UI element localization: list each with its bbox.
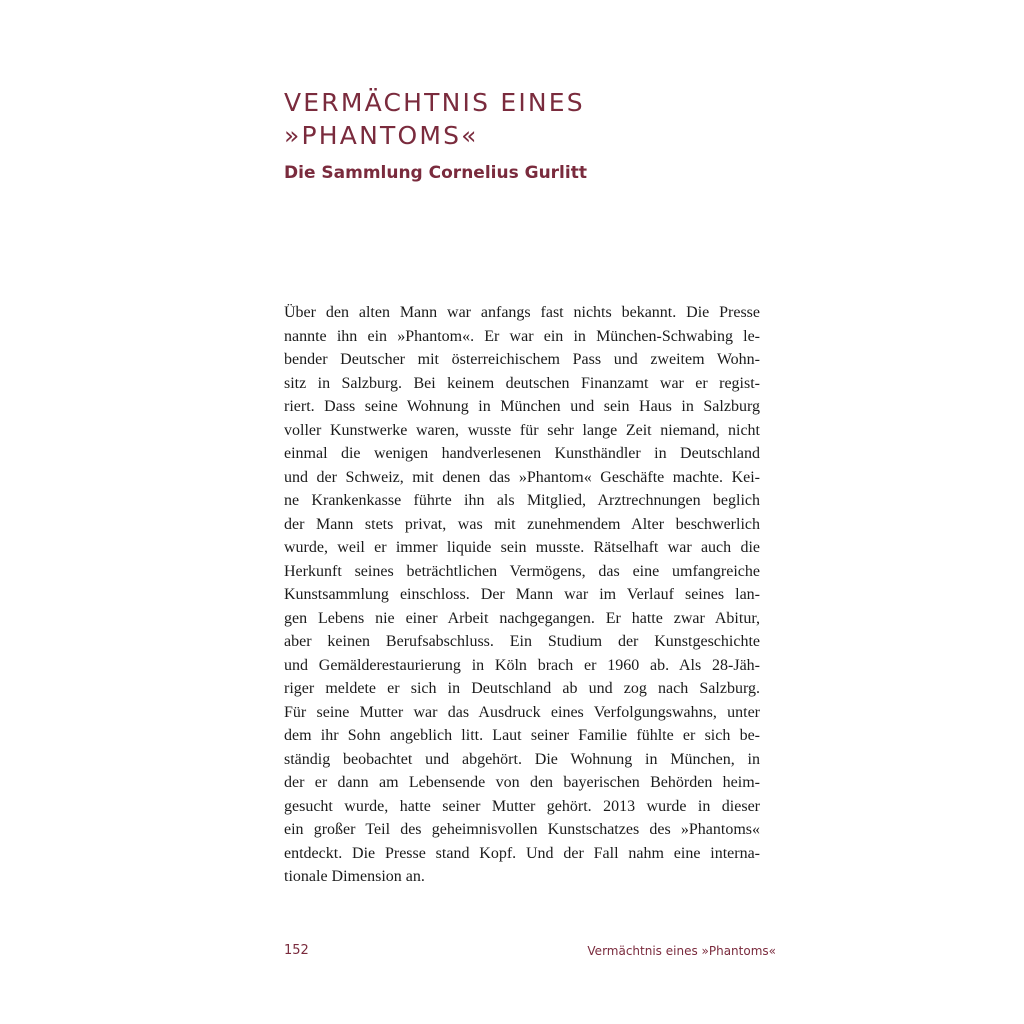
body-line: einmal die wenigen handverlesenen Kunsthändler in Deutschland bbox=[284, 445, 760, 462]
chapter-subtitle: Die Sammlung Cornelius Gurlitt bbox=[284, 163, 587, 183]
body-line: der er dann am Lebensende von den bayerischen Behörden heim- bbox=[284, 774, 760, 791]
body-line: gen Lebens nie einer Arbeit nachgegangen. Er hatte zwar Abitur, bbox=[284, 609, 760, 627]
body-line: Über den alten Mann war anfangs fast nichts bekannt. Die Presse bbox=[284, 304, 760, 321]
body-line: sitz in Salzburg. Bei keinem deutschen Finanzamt war er regist- bbox=[284, 374, 760, 392]
running-head: Vermächtnis eines »Phantoms« bbox=[587, 944, 776, 958]
body-line: wurde, weil er immer liquide sein musste. Rätselhaft war auch die bbox=[284, 539, 760, 556]
body-line: und Gemälderestaurierung in Köln brach er 1960 ab. Als 28-Jäh- bbox=[284, 656, 760, 674]
body-line: bender Deutscher mit österreichischem Pass und zweitem Wohn- bbox=[284, 351, 760, 368]
body-line: voller Kunstwerke waren, wusste für sehr lange Zeit niemand, nicht bbox=[284, 421, 760, 439]
body-line: nannte ihn ein »Phantom«. Er war ein in München-Schwabing le- bbox=[284, 327, 760, 345]
chapter-title bbox=[284, 86, 784, 152]
body-line: ein großer Teil des geheimnisvollen Kunstschatzes des »Phantoms« bbox=[284, 821, 760, 838]
body-line: riger meldete er sich in Deutschland ab und zog nach Salzburg. bbox=[284, 680, 760, 697]
body-line: gesucht wurde, hatte seiner Mutter gehört. 2013 wurde in dieser bbox=[284, 797, 760, 815]
body-line: und der Schweiz, mit denen das »Phantom« Geschäfte machte. Kei- bbox=[284, 468, 760, 486]
body-line: der Mann stets privat, was mit zunehmendem Alter beschwerlich bbox=[284, 515, 760, 533]
body-line: ständig beobachtet und abgehört. Die Wohnung in München, in bbox=[284, 750, 760, 768]
chapter-title-line-2: »PHANTOMS« bbox=[284, 121, 479, 150]
page-number: 152 bbox=[284, 943, 309, 958]
body-line: Für seine Mutter war das Ausdruck eines Verfolgungswahns, unter bbox=[284, 703, 760, 721]
body-line: dem ihr Sohn angeblich litt. Laut seiner Familie fühlte er sich be- bbox=[284, 727, 760, 744]
body-line: riert. Dass seine Wohnung in München und sein Haus in Salzburg bbox=[284, 398, 760, 415]
body-line: ne Krankenkasse führte ihn als Mitglied, Arztrechnungen beglich bbox=[284, 492, 760, 509]
body-line: tionale Dimension an. bbox=[284, 868, 425, 885]
body-paragraph bbox=[284, 301, 760, 889]
body-line: Kunstsammlung einschloss. Der Mann war im Verlauf seines lan- bbox=[284, 586, 760, 603]
body-line: entdeckt. Die Presse stand Kopf. Und der Fall nahm eine interna- bbox=[284, 844, 760, 862]
chapter-title-line-1: VERMÄCHTNIS EINES bbox=[284, 88, 585, 117]
body-line: aber keinen Berufsabschluss. Ein Studium der Kunstgeschichte bbox=[284, 633, 760, 650]
body-line: Herkunft seines beträchtlichen Vermögens, das eine umfangreiche bbox=[284, 562, 760, 580]
